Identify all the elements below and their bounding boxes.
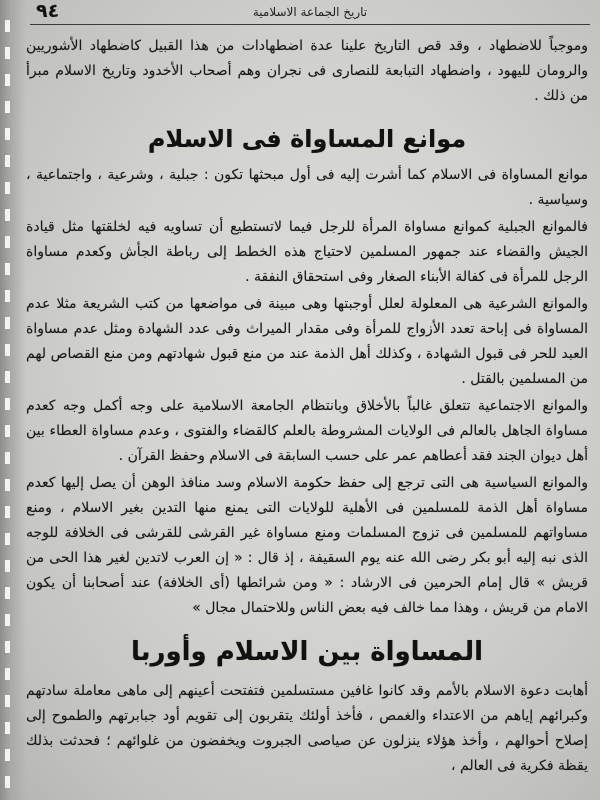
body-paragraph: والموانع السياسية هى التى ترجع إلى حفظ حكومة الاسلام وسد منافذ الوهن أن يصل إليها كعدم مساواة أهل الذمة للمسلمين فى الأهلية للولايات التى يمنع منها التدين بغير الاسلام ، ومنع مساواتهم للمسلمين فى تزوج المسلمات ومنع مساواة غير القرشى للقرشى فى الخلافة للوجه الذى نبه إليه أبو بكر رضى الله عنه يوم السقيفة ، إذ قال : « إن العرب لاتدين لغير هذا الحى من قريش » قال إمام الحرمين فى الارشاد : « ومن شرائطها (أى الخلافة) عند أصحابنا أن يكون الامام من قريش ، وهذا مما خالف فيه بعض الناس وللاحتمال مجال » [26,475,588,616]
body-paragraph: والموانع الشرعية هى المعلولة لعلل أوجبتها وهى مبينة فى مواضعها من كتب الشريعة مثلا عدم المساواة فى إباحة تعدد الأزواج للمرأة وفى مقدار الميراث وفى عدد الشهادة ومثل عدم مساواة العبد للحر فى قبول الشهادة ، وكذلك أهل الذمة عند من منع قبول شهادتهم ومن منع القصاص لهم من المسلمين بالقتل . [26,296,588,387]
running-title: تاريخ الجماعة الاسلامية [252,5,368,19]
page-text [26,34,588,781]
body-paragraph: موانع المساواة فى الاسلام كما أشرت إليه فى أول مبحثها تكون : جبلية ، وشرعية ، واجتماعية ، وسياسية . [26,167,588,208]
section-heading: المساواة بين الاسلام وأوربا [130,637,484,667]
page-number: ٩٤ [36,0,60,22]
body-paragraph: فالموانع الجبلية كموانع مساواة المرأة للرجل فيما لاتستطيع أن تساويه فيه لخلقتها مثل قيادة الجيش والقضاء عند جمهور المسلمين لاحتياج هذه الخطط إلى رباطة الجأش وكعدم مساواة الرجل للمرأة فى كفالة الأبناء الصغار وفى استحقاق النفقة . [26,219,588,285]
page-spine-shadow [0,0,26,800]
spiral-binding [5,6,10,800]
running-header [30,2,590,25]
body-paragraph: والموانع الاجتماعية تتعلق غالباً بالأخلاق وبانتظام الجامعة الاسلامية على وجه أكمل وجه كعدم مساواة الجاهل بالعالم فى الولايات المشروطة بالعلم كالقضاء والفتوى ، وعدم مساواة العطاء بين أهل ديوان الجند فقد أعطاهم عمر على حسب السابقة فى الاسلام وحفظ القرآن . [26,398,588,464]
section-heading: موانع المساواة فى الاسلام [147,125,467,153]
body-paragraph: وموجباً للاضطهاد ، وقد قص التاريخ علينا عدة اضطهادات من هذا القبيل كاضطهاد الأشوريين والرومان لليهود ، واضطهاد التبابعة للنصارى فى نجران وهم أصحاب الأخدود وتاريخ الاسلام مبرأ من ذلك . [26,38,588,104]
body-paragraph: أهابت دعوة الاسلام بالأمم وقد كانوا غافين مستسلمين فتفتحت أعينهم إلى ماهى معاملة سادتهم وكبرائهم إياهم من الاعتداء والغمص ، فأخذ أولئك يتقربون إلى تقويم أود جبابرتهم والطموح إلى إصلاح أحوالهم ، وأخذ هؤلاء ينزلون عن صياصى الجبروت ويخفضون من غلوائهم ؛ فحدثت بذلك يقظة فكرية فى العالم ، [26,683,588,774]
